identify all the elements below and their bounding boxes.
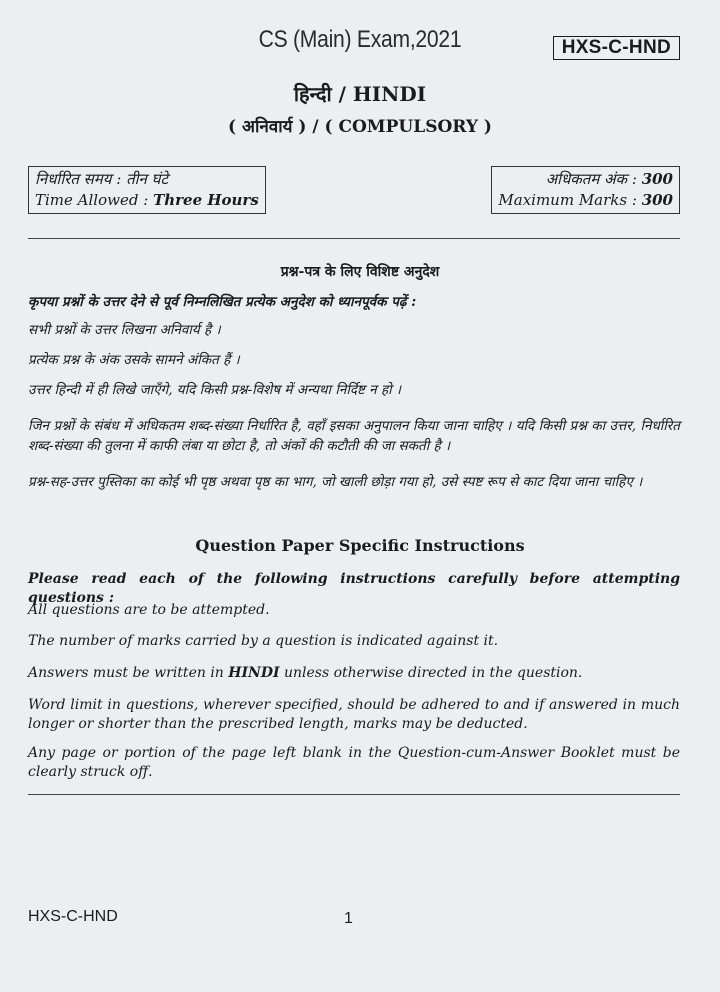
english-instruction-1: All questions are to be attempted. <box>28 602 270 618</box>
divider-bottom <box>28 794 680 795</box>
max-marks-hindi <box>498 169 673 190</box>
footer-page-number: 1 <box>344 910 353 927</box>
marks-hindi-value: 300 <box>641 170 673 188</box>
divider-top <box>28 238 680 239</box>
english-instructions-heading: Question Paper Specific Instructions <box>195 536 525 555</box>
answers-line-emphasis: HINDI <box>228 665 280 681</box>
hindi-instruction-2: प्रत्येक प्रश्न के अंक उसके सामने अंकित हैं । <box>28 352 240 368</box>
hindi-instruction-5: प्रश्न-सह-उत्तर पुस्तिका का कोई भी पृष्ठ अथवा पृष्ठ का भाग, जो खाली छोड़ा गया हो, उसे स्पष्ट रूप से काट दिया जाना चाहिए । <box>28 474 643 490</box>
marks-hindi-label: अधिकतम अंक : <box>545 170 637 188</box>
time-allowed-box <box>28 166 266 214</box>
english-instructions-lead: Please read each of the following instructions carefully before attempting questions : <box>28 571 680 606</box>
time-allowed-hindi <box>35 169 259 190</box>
hindi-instruction-1: सभी प्रश्नों के उत्तर लिखना अनिवार्य है । <box>28 322 221 338</box>
paper-code-box: HXS-C-HND <box>553 36 680 60</box>
time-hindi-value: तीन घंटे <box>126 170 169 188</box>
time-allowed-english <box>35 190 259 211</box>
hindi-instruction-3: उत्तर हिन्दी में ही लिखे जाएँगे, यदि किसी प्रश्न-विशेष में अन्यथा निर्दिष्ट न हो । <box>28 382 402 398</box>
compulsory-label: ( अनिवार्य ) / ( COMPULSORY ) <box>228 117 492 137</box>
time-english-label: Time Allowed : <box>35 191 149 209</box>
exam-title: CS (Main) Exam,2021 <box>258 26 462 53</box>
english-instruction-2: The number of marks carried by a question is indicated against it. <box>28 633 499 649</box>
answers-line-before: Answers must be written in <box>28 665 229 681</box>
maximum-marks-box <box>491 166 680 214</box>
footer-paper-code: HXS-C-HND <box>28 908 118 925</box>
hindi-instructions-heading: प्रश्न-पत्र के लिए विशिष्ट अनुदेश <box>280 264 440 280</box>
max-marks-english <box>498 190 673 211</box>
marks-english-label: Maximum Marks : <box>498 191 637 209</box>
time-hindi-label: निर्धारित समय : <box>35 170 122 188</box>
english-instruction-4: Word limit in questions, wherever specified, should be adhered to and if answered in much longer or shorter than the prescribed length, marks may be deducted. <box>28 697 680 732</box>
english-instruction-5: Any page or portion of the page left blank in the Question-cum-Answer Booklet must be clearly struck off. <box>28 745 680 780</box>
english-instruction-3 <box>28 664 680 683</box>
marks-english-value: 300 <box>641 191 673 209</box>
hindi-instruction-4: जिन प्रश्नों के संबंध में अधिकतम शब्द-संख्या निर्धारित है, वहाँ इसका अनुपालन किया जाना चाहिए । यदि किसी प्रश्न का उत्तर, निर्धारित शब्द-संख्या की तुलना में काफी लंबा या छोटा है, तो अंकों की कटौती की जा सकती है । <box>28 418 680 454</box>
time-english-value: Three Hours <box>153 191 259 209</box>
answers-line-after: unless otherwise directed in the question. <box>279 665 583 681</box>
subject-title: हिन्दी / HINDI <box>293 82 427 106</box>
hindi-instructions-lead: कृपया प्रश्नों के उत्तर देने से पूर्व निम्नलिखित प्रत्येक अनुदेश को ध्यानपूर्वक पढ़ें : <box>28 294 417 310</box>
